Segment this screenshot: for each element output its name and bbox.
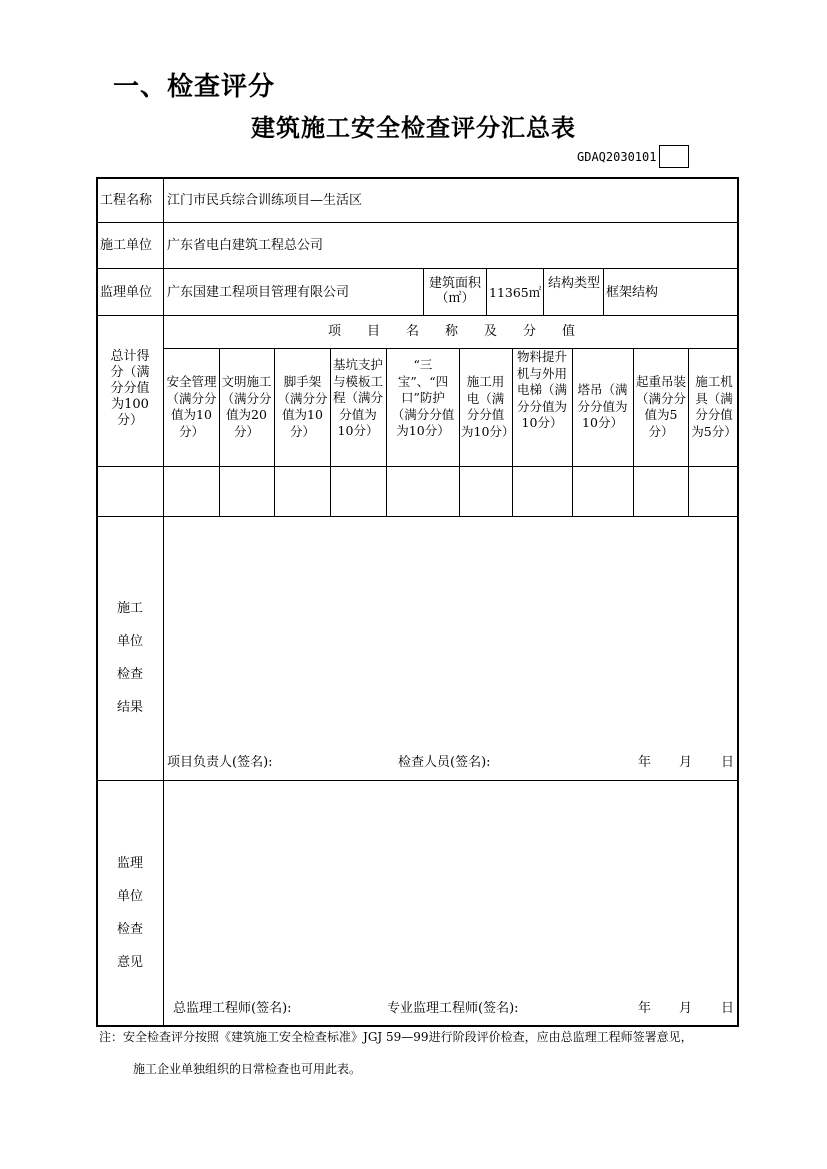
project-name-value[interactable]: 江门市民兵综合训练项目—生活区 — [167, 193, 363, 208]
col-header-scaffold: 脚手架（满分分值为10分） — [277, 374, 328, 439]
score-cell-foundation-formwork[interactable] — [331, 467, 386, 516]
check-month-label: 月 — [679, 755, 693, 770]
col-header-three-treasures: “三宝”、“四口”防护（满分分值为10分） — [391, 357, 455, 438]
col-header-safety-management: 安全管理（满分分值为10分） — [166, 374, 217, 439]
specialist-engineer-signature[interactable]: 专业监理工程师(签名): — [387, 1001, 519, 1016]
construction-unit-label: 施工单位 — [100, 238, 153, 253]
opinion-day-label: 日 — [721, 1001, 735, 1016]
score-cell-scaffold[interactable] — [275, 467, 330, 516]
items-header: 项 目 名 称 及 分 值 — [327, 324, 575, 339]
total-score-cell[interactable] — [97, 467, 163, 516]
structure-type-value[interactable]: 框架结构 — [606, 285, 659, 300]
section-title: 一、检查评分 — [113, 72, 276, 102]
structure-type-label: 结构类型 — [548, 276, 601, 291]
chief-engineer-signature[interactable]: 总监理工程师(签名): — [173, 1001, 292, 1016]
row-divider — [163, 348, 739, 349]
col-header-machinery: 施工机具（满分分值为5分） — [691, 374, 737, 439]
col-header-tower-crane: 塔吊（满分分值为10分） — [577, 382, 628, 430]
col-divider — [543, 268, 544, 315]
project-leader-signature[interactable]: 项目负责人(签名): — [167, 755, 273, 770]
project-name-label: 工程名称 — [100, 193, 153, 208]
col-divider — [423, 268, 424, 315]
inspector-signature[interactable]: 检查人员(签名): — [398, 755, 491, 770]
score-cell-civilized-construction[interactable] — [220, 467, 274, 516]
row-divider — [96, 222, 739, 223]
col-divider — [603, 268, 604, 315]
note-line-2: 施工企业单独组织的日常检查也可用此表。 — [133, 1062, 362, 1076]
check-year-label: 年 — [638, 755, 652, 770]
col-header-civilized-construction: 文明施工（满分分值为20分） — [221, 374, 272, 439]
supervision-unit-value[interactable]: 广东国建工程项目管理有限公司 — [167, 285, 350, 300]
construction-check-area[interactable] — [164, 517, 739, 752]
supervision-opinion-area[interactable] — [164, 781, 739, 996]
supervision-opinion-label: 监理单位检查意见 — [116, 856, 143, 970]
form-code: GDAQ2030101 — [577, 150, 657, 164]
score-cell-electricity[interactable] — [460, 467, 512, 516]
form-title: 建筑施工安全检查评分汇总表 — [251, 114, 576, 142]
note-line-1: 注：安全检查评分按照《建筑施工安全检查标准》JGJ 59—99进行阶段评价检查，应由总监理工程师签署意见， — [99, 1030, 693, 1044]
score-cell-hoist-elevator[interactable] — [513, 467, 572, 516]
building-area-label: 建筑面积（㎡） — [428, 276, 481, 306]
row-divider — [96, 315, 739, 316]
score-cell-machinery[interactable] — [689, 467, 738, 516]
check-day-label: 日 — [721, 755, 735, 770]
col-header-lifting: 起重吊装（满分分值为5分） — [636, 374, 687, 439]
form-code-box[interactable] — [659, 145, 689, 168]
score-cell-three-treasures[interactable] — [387, 467, 459, 516]
score-cell-safety-management[interactable] — [164, 467, 219, 516]
building-area-value[interactable]: 11365㎡ — [489, 285, 542, 300]
total-score-label: 总计得分（满分分值为100分） — [110, 349, 150, 428]
opinion-year-label: 年 — [638, 1001, 652, 1016]
score-cell-tower-crane[interactable] — [573, 467, 633, 516]
col-header-electricity: 施工用电（满分分值为10分） — [461, 374, 515, 439]
supervision-unit-label: 监理单位 — [100, 285, 153, 300]
row-divider — [96, 268, 739, 269]
col-header-foundation-formwork: 基坑支护与模板工程（满分分值为10分） — [332, 357, 383, 438]
score-cell-lifting[interactable] — [634, 467, 688, 516]
construction-unit-value[interactable]: 广东省电白建筑工程总公司 — [167, 238, 324, 253]
construction-check-label: 施工单位检查结果 — [116, 601, 143, 715]
col-header-hoist-elevator: 物料提升机与外用电梯（满分分值为10分） — [516, 349, 567, 430]
opinion-month-label: 月 — [679, 1001, 693, 1016]
col-divider — [486, 268, 487, 315]
